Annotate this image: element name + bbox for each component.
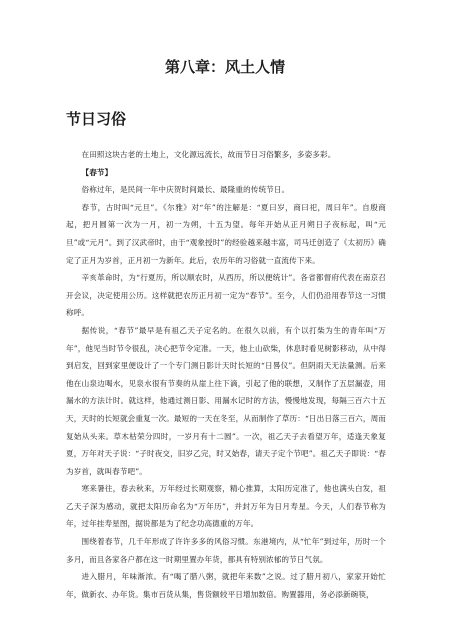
paragraph: 俗称过年，是民间一年中庆贺时间最长、最隆重的传统节日。: [81, 185, 290, 195]
section-title: 节日习俗: [66, 110, 127, 128]
paragraph: 进入腊月，年味渐浓。有“喝了腊八粥，就把年来数”之说。过了腊月初八，家家开始忙年，做新衣、办年货。集市百货从集，售货额较平日增加数倍。购置器用，务必添新碗筷，: [66, 572, 386, 599]
body-text: [66, 146, 386, 603]
spring-festival-heading: 【春节】: [81, 167, 113, 177]
chapter-title: 第八章：风土人情: [164, 58, 285, 76]
paragraph: 寒来暑往，春去秋来，万年经过长期观察，精心推算，太阳历定准了，他也满头白发，祖乙天子深为感动，就把太阳历命名为“万年历”，并封万年为日月寿星。今天，人们春节称为年，过年挂寿星图，据说都是为了纪念功高德重的万年。: [66, 484, 386, 529]
paragraph: 据传说，“春节”最早是有祖乙天子定名的。在很久以前，有个以打柴为生的青年叫“万年”，他见当时节令很乱，决心把节令定准。一天，他上山砍柴，休息时看见树影移动，从中得到启发，回到家里便设计了一个专门测日影计天时长短的“日晷仪”。但阴雨天无法量测。后来他在山泉边喝水，见泉水很有节奏的从崖上往下滴，引起了他的联想，又制作了五层漏壶，用漏水的方法计时。就这样，他通过测日影、用漏水记时的方法，慢慢地发现，每隔三百六十五天，天时的长短就会重复一次。最短的一天在冬至，从而制作了草历：“日出日落三百六，周而复始从头来。草木枯荣分四时，一岁月有十二圆”。一次，祖乙天子去看望万年，适逢天象复夏，万年对天子说：“子时夜交，旧岁乙完，时又始春，请天子定个节吧”。祖乙天子即说：“春为岁首，就叫春节吧”。: [66, 325, 386, 476]
paragraph: 围绕着春节，几千年形成了许许多多的风俗习惯。东港境内，从“忙年”到过年，历时一个多月，而且各家各户都在这一时期里置办年货，都具有特别浓郁的节日气氛。: [66, 537, 386, 564]
paragraph: 辛亥革命时，为“行夏历，所以顺农时，从西历，所以便统计”。各省都督府代表在南京召开会议，决定使用公历。这样就把农历正月初一定为“春节”。至今，人们仍沿用春节这一习惯称呼。: [66, 273, 386, 318]
paragraph: 春节，古时叫“元旦”。《尔雅》对“年”的注解是：“夏曰岁，商曰祀，周曰年”。自殷商起，把月圆第一次为一月，初一为朔，十五为望。每年开始从正月朔日子夜标起，叫“元旦”或“元月”。到了汉武帝时，由于“观象授时”的经验越来越丰富，司马迁创造了《太初历》确定了正月为岁首，正月初一为新年。此后，农历年的习俗就一直流传下来。: [66, 202, 386, 265]
intro-paragraph: 在田照这块古老的土地上，文化源远流长，故而节日习俗繁多，多姿多彩。: [81, 150, 336, 159]
